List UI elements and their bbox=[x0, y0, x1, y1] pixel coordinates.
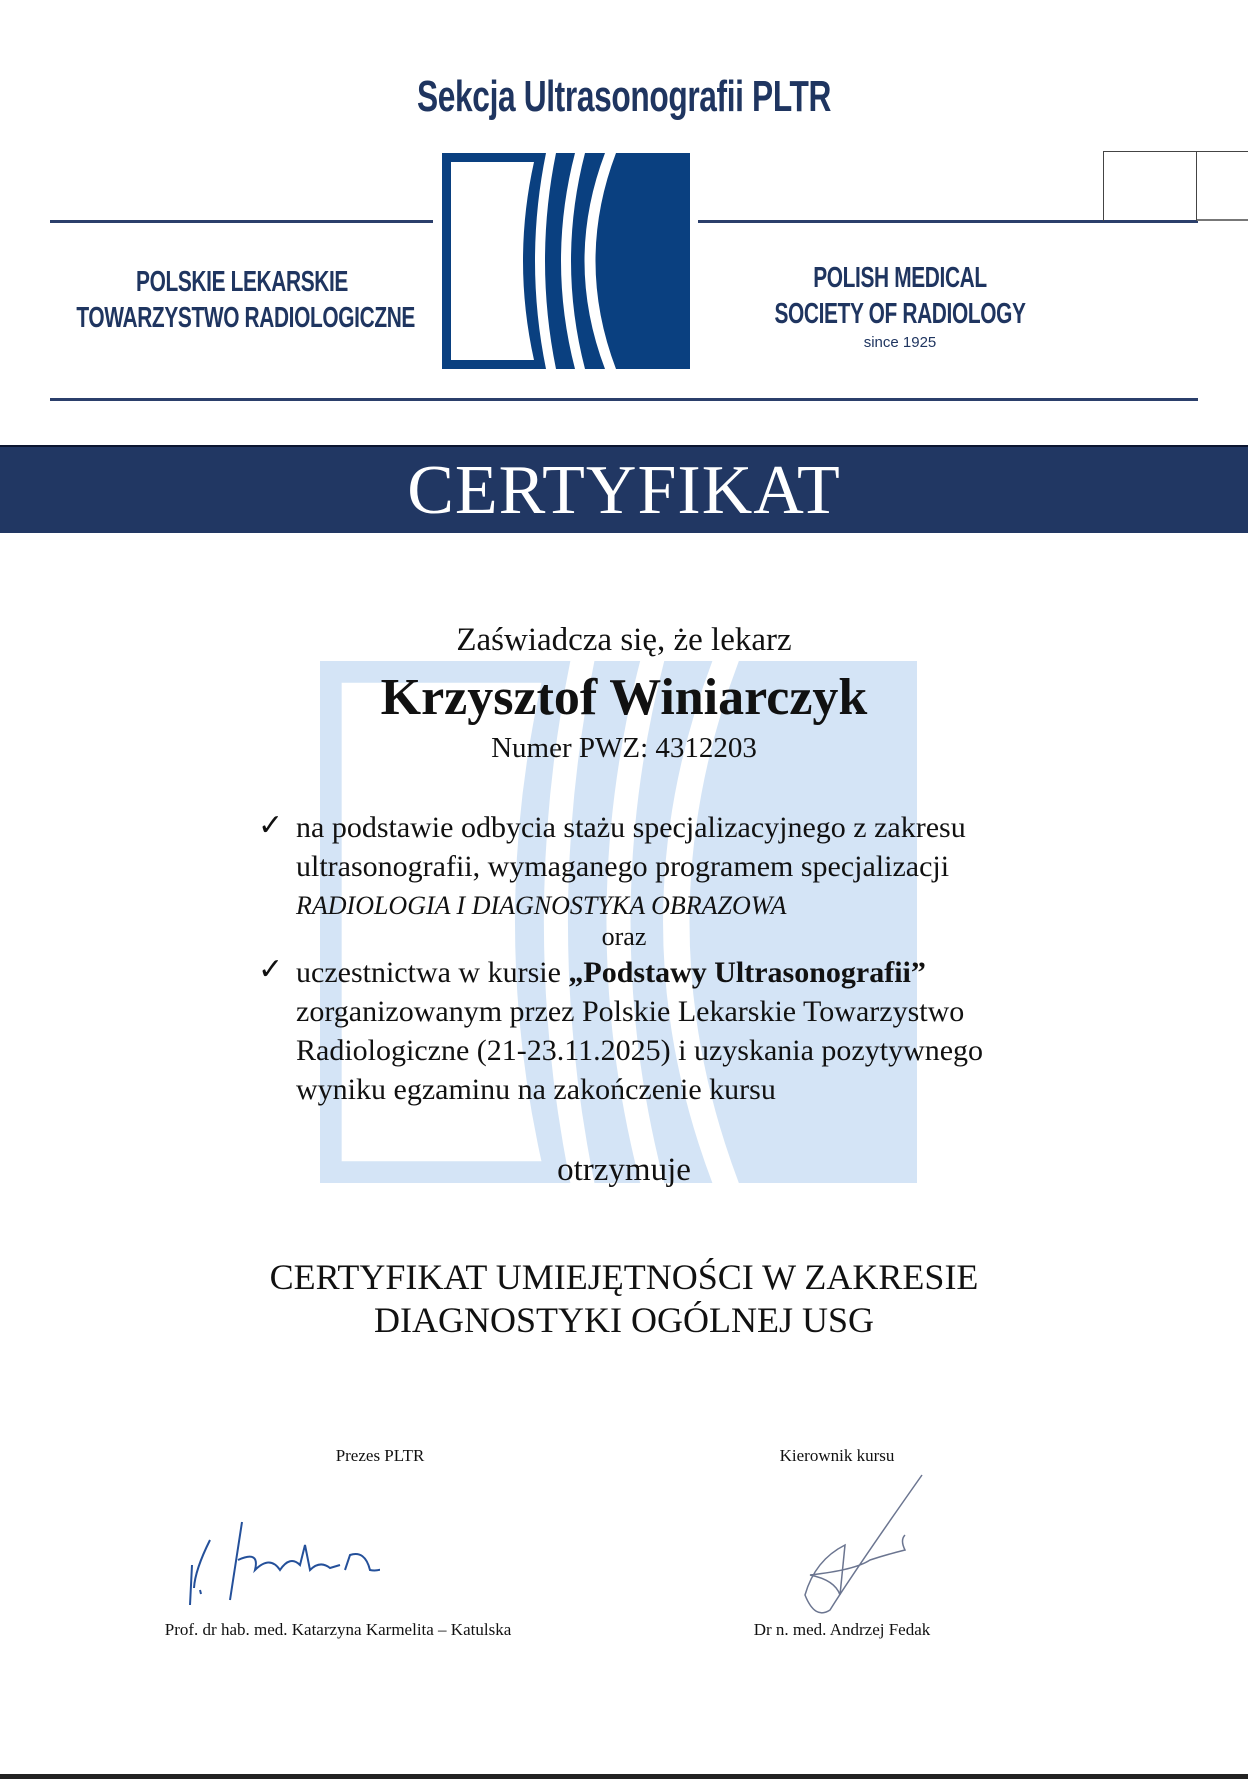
bottom-edge bbox=[0, 1774, 1248, 1779]
corner-box bbox=[1103, 151, 1197, 221]
pwz-number: Numer PWZ: 4312203 bbox=[491, 732, 757, 764]
award-line2: DIAGNOSTYKI OGÓLNEJ USG bbox=[374, 1300, 874, 1340]
banner-title: CERTYFIKAT bbox=[407, 452, 841, 529]
pltr-logo bbox=[442, 153, 690, 369]
org-name-en-line2: SOCIETY OF RADIOLOGY bbox=[774, 298, 1026, 330]
item2-line1 bbox=[296, 954, 926, 992]
item1-line3: RADIOLOGIA I DIAGNOSTYKA OBRAZOWA bbox=[296, 891, 787, 920]
check-icon: ✓ bbox=[258, 808, 284, 843]
org-name-en-line1: POLISH MEDICAL bbox=[813, 262, 987, 294]
item1-line2: ultrasonografii, wymaganego programem specjalizacji bbox=[296, 850, 950, 883]
oraz-text: oraz bbox=[601, 922, 647, 951]
course-name: „Podstawy Ultrasonografii” bbox=[568, 956, 926, 989]
since-year: since 1925 bbox=[863, 334, 937, 351]
item2-line3: Radiologiczne (21-23.11.2025) i uzyskania pozytywnego bbox=[296, 1034, 984, 1067]
recipient-name: Krzysztof Winiarczyk bbox=[380, 669, 868, 726]
signatory-name: Prof. dr hab. med. Katarzyna Karmelita – Katulska bbox=[164, 1620, 512, 1639]
check-icon: ✓ bbox=[258, 952, 284, 987]
org-name-pl bbox=[76, 264, 416, 336]
org-name-en bbox=[756, 260, 1044, 332]
signature-role: Kierownik kursu bbox=[779, 1446, 895, 1465]
org-name-pl-line1: POLSKIE LEKARSKIE bbox=[136, 266, 348, 298]
item2-prefix: uczestnictwa w kursie bbox=[296, 956, 569, 989]
divider bbox=[50, 398, 1198, 401]
item2-line2: zorganizowanym przez Polskie Lekarskie Towarzystwo bbox=[296, 995, 965, 1028]
org-name-pl-line2: TOWARZYSTWO RADIOLOGICZNE bbox=[76, 302, 416, 334]
award-title bbox=[0, 1256, 1248, 1342]
item1-line1: na podstawie odbycia stażu specjalizacyjnego z zakresu bbox=[296, 811, 966, 844]
intro-text: Zaświadcza się, że lekarz bbox=[456, 622, 792, 658]
signature-course-director bbox=[775, 1470, 935, 1620]
item2-line4: wyniku egzaminu na zakończenie kursu bbox=[296, 1073, 776, 1106]
signature-president bbox=[180, 1510, 380, 1610]
award-line1: CERTYFIKAT UMIEJĘTNOŚCI W ZAKRESIE bbox=[269, 1257, 979, 1297]
divider bbox=[50, 220, 433, 223]
receives-text: otrzymuje bbox=[557, 1152, 691, 1188]
section-title: Sekcja Ultrasonografii PLTR bbox=[417, 72, 831, 121]
signatory-name: Dr n. med. Andrzej Fedak bbox=[753, 1620, 931, 1639]
signature-role: Prezes PLTR bbox=[335, 1446, 425, 1465]
certificate-banner bbox=[0, 445, 1248, 533]
corner-box bbox=[1197, 151, 1248, 221]
